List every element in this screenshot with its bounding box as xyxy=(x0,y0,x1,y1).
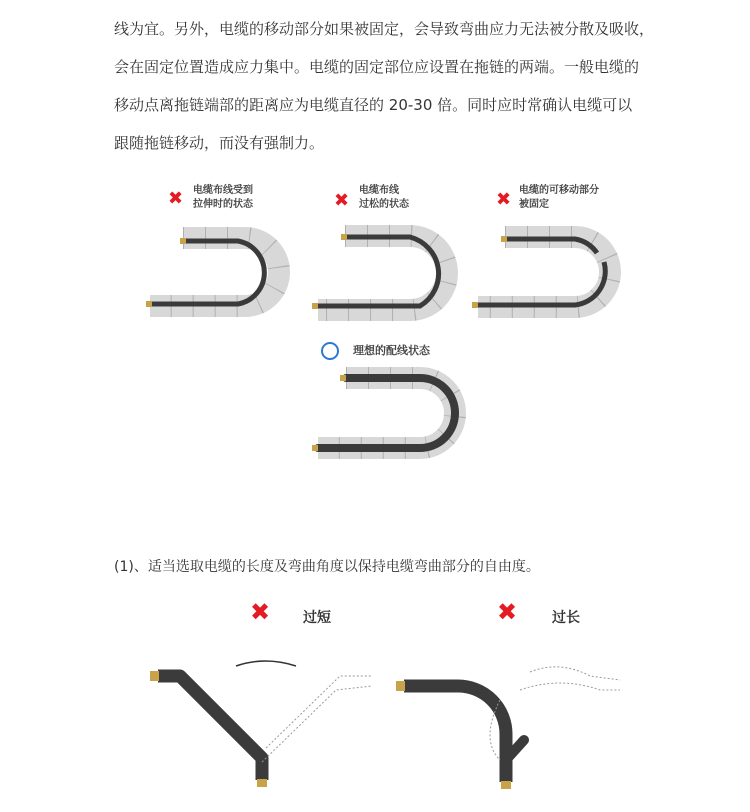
label-line: 过松的状态 xyxy=(359,199,409,210)
label-line: 拉伸时的状态 xyxy=(193,199,253,210)
ideal-state-label: 理想的配线状态 xyxy=(353,344,430,357)
wrong-x-icon: ✖ xyxy=(334,190,350,211)
section-heading: (1)、适当选取电缆的长度及弯曲角度以保持电缆弯曲部分的自由度。 xyxy=(114,559,540,575)
paragraph-line: 移动点离拖链端部的距离应为电缆直径的 20-30 倍。同时应时常确认电缆可以 xyxy=(114,96,633,114)
too-short-label: 过短 xyxy=(303,610,331,626)
wrong-x-icon: ✖ xyxy=(250,598,271,626)
paragraph-line: 会在固定位置造成应力集中。电缆的固定部位应设置在拖链的两端。一般电缆的 xyxy=(114,58,640,76)
paragraph-line: 线为宜。另外，电缆的移动部分如果被固定，会导致弯曲应力无法被分散及吸收， xyxy=(114,20,655,38)
wrong-x-icon: ✖ xyxy=(497,598,518,626)
cable-chain-stretched xyxy=(146,238,279,307)
cable-too-long xyxy=(396,667,620,789)
paragraph-line: 跟随拖链移动，而没有强制力。 xyxy=(114,134,325,152)
cable-chain-fixed xyxy=(472,236,610,308)
label-line: 电缆布线 xyxy=(359,185,399,196)
cable-chain-loose xyxy=(312,234,447,310)
label-line: 被固定 xyxy=(519,199,549,210)
too-long-label: 过长 xyxy=(552,610,580,626)
cable-too-short xyxy=(150,661,372,787)
wrong-x-icon: ✖ xyxy=(168,188,184,209)
cable-chain-ideal xyxy=(312,375,455,451)
label-line: 电缆的可移动部分 xyxy=(519,185,599,196)
label-line: 电缆布线受到 xyxy=(193,185,253,196)
wrong-x-icon: ✖ xyxy=(496,189,512,210)
